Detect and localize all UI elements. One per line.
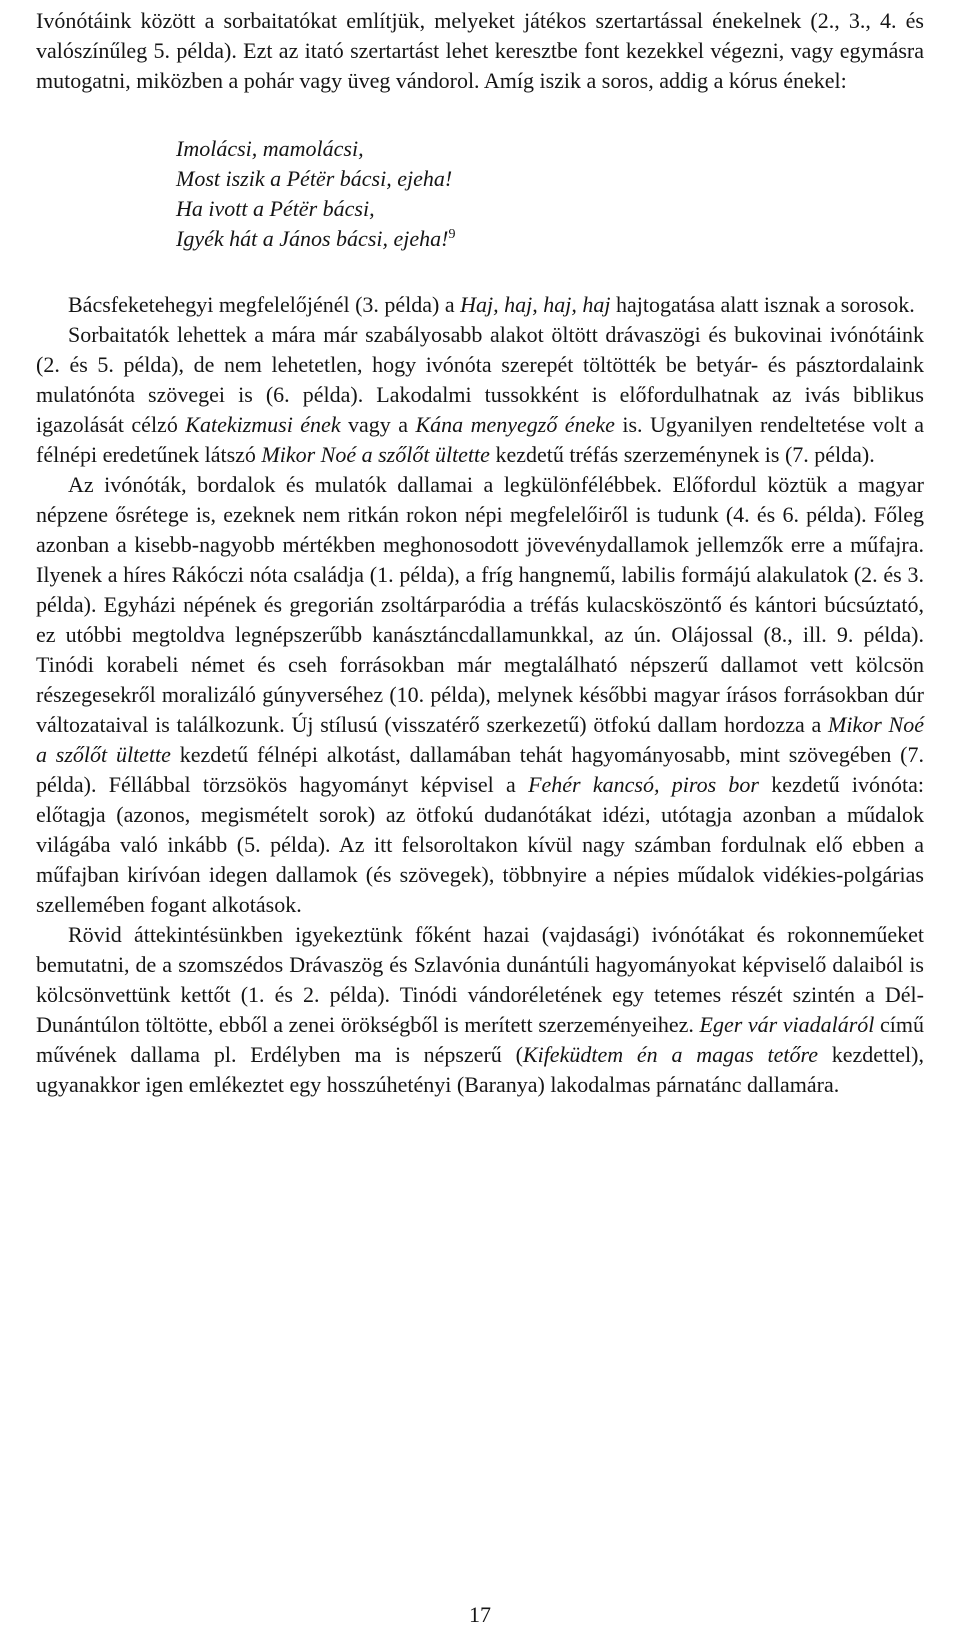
poem-block xyxy=(176,134,924,254)
intro-paragraph xyxy=(36,6,924,96)
paragraph-2-text-a: Sorbaitatók lehettek a mára már szabályosabb alakot öltött drávaszögi és bukovinai ivónótáink (2. és 5. példa), de nem lehetetlen, hogy ivónóta szerepét töltötték be betyár- és pásztordalaink mulatónóta szövegei is (6. példa). Lakodalmi tussokként is előfordulhatnak az ivás biblikus igazolását célzó xyxy=(36,322,924,437)
poem-line-2: Most iszik a Pétër bácsi, ejeha! xyxy=(176,166,453,191)
paragraph-3-text-c: kezdetű félnépi alkotást, dallamában tehát hagyományosabb, mint szövegében (7. példa). Féllábbal törzsökös hagyományt képvisel a xyxy=(36,742,924,797)
paragraph-2-text-g: kezdetű tréfás szerzeménynek is (7. példa). xyxy=(489,442,875,467)
paragraph-3-text-e: kezdetű ivónóta: előtagja (azonos, megismételt sorok) az ötfokú dudanótákat idézi, utótagja azonban a műdalok világába való inkább (5. példa). Az itt felsoroltakon kívül nagy számban fordulnak elő ebben a műfajban kirívóan idegen dallamok (és szövegek), többnyire a népies műdalok vidékies-polgárias szellemében fogant alkotások. xyxy=(36,772,924,917)
paragraph-2-text-c: vagy a xyxy=(340,412,416,437)
paragraph-2 xyxy=(36,320,924,470)
poem-line-3: Ha ivott a Pétër bácsi, xyxy=(176,196,375,221)
intro-text: Ivónótáink között a sorbaitatókat említjük, melyeket játékos szertartással énekelnek (2., 3., 4. és valószínűleg 5. példa). Ezt az itató szertartást lehet keresztbe font kezekkel végezni, vagy egymásra mutogatni, miközben a pohár vagy üveg vándorol. Amíg iszik a soros, addig a kórus énekel: xyxy=(36,8,924,93)
paragraph-1-italic: Haj, haj, haj, haj xyxy=(460,292,611,317)
poem-line-1: Imolácsi, mamolácsi, xyxy=(176,136,364,161)
paragraph-4 xyxy=(36,920,924,1100)
paragraph-4-text-e: kezdettel), ugyanakkor igen emlékeztet egy hosszúhetényi (Baranya) lakodalmas párnatánc dallamára. xyxy=(36,1042,924,1097)
paragraph-2-italic-f: Mikor Noé a szőlőt ültette xyxy=(261,442,490,467)
footnote-mark: 9 xyxy=(448,227,456,242)
paragraph-1-text-a: Bácsfeketehegyi megfelelőjénél (3. példa) a xyxy=(68,292,461,317)
paragraph-4-text-a: Rövid áttekintésünkben igyekeztünk főként hazai (vajdasági) ivónótákat és rokonneműeket bemutatni, de a szomszédos Drávaszög és Szlavónia dunántúli hagyományokat képviselő dalaiból is kölcsönvettünk kettőt (1. és 2. példa). Tinódi vándoréletének egy tetemes részét szintén a Dél-Dunántúlon töltötte, ebből a zenei örökségből is merített szerzeményeihez. xyxy=(36,922,924,1037)
poem-line-4 xyxy=(176,224,924,254)
paragraph-3-italic-b: Mikor Noé a szőlőt ültette xyxy=(36,712,924,767)
paragraph-1-text-c: hajtogatása alatt isznak a sorosok. xyxy=(610,292,915,317)
paragraph-3-text-a: Az ivónóták, bordalok és mulatók dallamai a legkülönfélébbek. Előfordul köztük a magyar népzene ősrétege is, ezeknek nem ritkán rokon népi megfelelőiről is tudunk (4. és 6. példa). Főleg azonban a kisebb-nagyobb mértékben meghonosodott jövevénydallamok jellemzők erre a műfajra. Ilyenek a híres Rákóczi nóta családja (1. példa), a fríg hangnemű, labilis formájú alakulatok (2. és 3. példa). Egyházi népének és gregorián zsoltárparódia a tréfás kulacsköszöntő és kántori búcsúztató, ez utóbbi megtoldva legnépszerűbb kanásztáncdallamunkkal, az ún. Olájossal (8., ill. 9. példa). Tinódi korabeli német és cseh forrásokban már megtalálható népszerű dallamot vett kölcsön részegesekről moralizáló gúnyverséhez (10. példa), melynek későbbi magyar írásos forrásokban dúr változataival is találkozunk. Új stílusú (visszatérő szerkezetű) ötfokú dallam hordozza a xyxy=(36,472,924,737)
page-number: 17 xyxy=(469,1602,491,1627)
paragraph-3 xyxy=(36,470,924,920)
paragraph-4-italic-d: Kifeküdtem én a magas tetőre xyxy=(522,1042,818,1067)
page-body xyxy=(36,6,924,1100)
paragraph-2-italic-b: Katekizmusi ének xyxy=(185,412,341,437)
paragraph-4-text-c: című művének dallama pl. Erdélyben ma is népszerű ( xyxy=(36,1012,924,1067)
paragraph-2-text-e: is. Ugyanilyen rendeltetése volt a félnépi eredetűnek látszó xyxy=(36,412,924,467)
paragraph-3-italic-d: Fehér kancsó, piros bor xyxy=(528,772,759,797)
poem-line-4-text: Igyék hát a János bácsi, ejeha! xyxy=(176,226,449,251)
paragraph-1 xyxy=(36,290,924,320)
paragraph-2-italic-d: Kána menyegző éneke xyxy=(415,412,615,437)
paragraph-4-italic-b: Eger vár viadaláról xyxy=(699,1012,875,1037)
